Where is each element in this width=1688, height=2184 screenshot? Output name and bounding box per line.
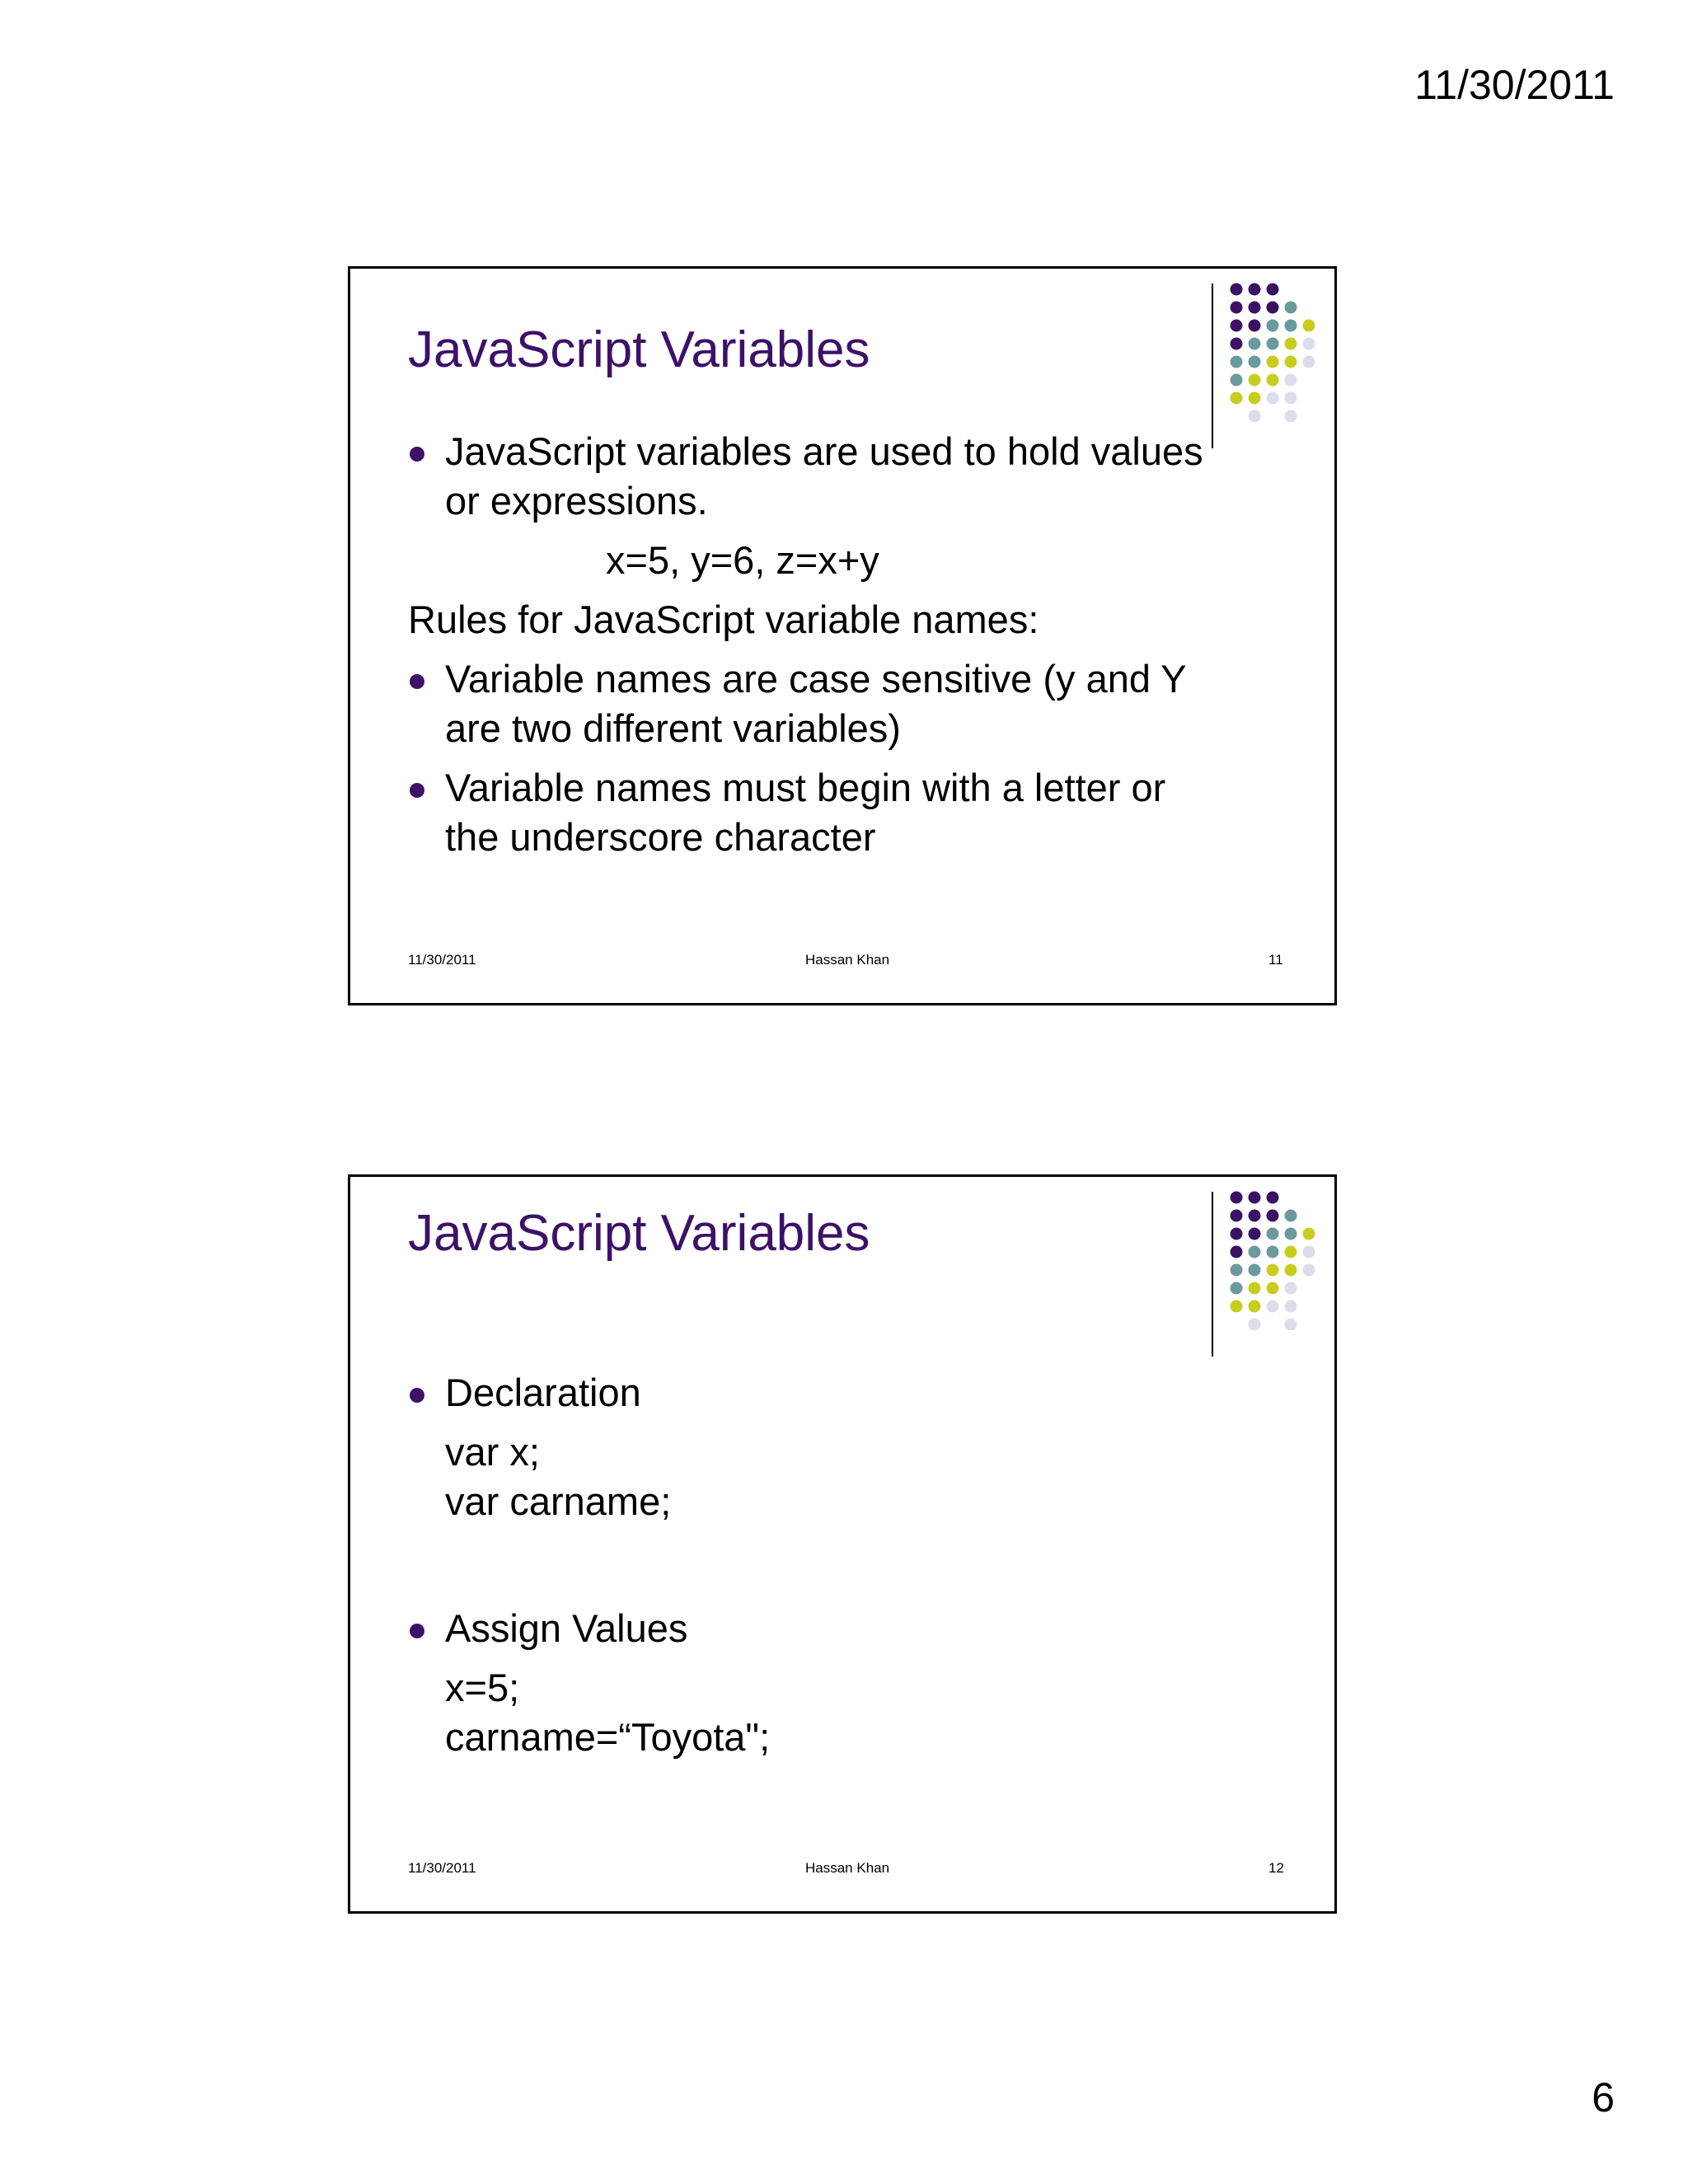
- slide-title: JavaScript Variables: [408, 1205, 870, 1262]
- decorative-dot: [1285, 1264, 1297, 1277]
- decorative-dot-grid: [1229, 282, 1320, 422]
- bullet-text: Assign Values: [445, 1606, 688, 1650]
- bullet-text: are two different variables): [445, 706, 901, 750]
- decorative-dot: [1285, 320, 1297, 332]
- decorative-dot: [1267, 1228, 1279, 1240]
- decorative-dot: [1303, 320, 1315, 332]
- decorative-dot: [1231, 1192, 1243, 1204]
- decorative-dot: [1249, 338, 1261, 350]
- bullet-item: [408, 1368, 1277, 1418]
- decorative-dot: [1231, 1282, 1243, 1295]
- bullet-text: the underscore character: [445, 815, 876, 859]
- decorative-dot: [1285, 1210, 1297, 1222]
- bullet-text: Variable names are case sensitive (y and Y: [445, 657, 1187, 701]
- bullet-dot-icon: [410, 447, 424, 462]
- footer-date: 11/30/2011: [408, 1860, 476, 1876]
- decorative-dot: [1285, 410, 1297, 423]
- decorative-dot-grid: [1229, 1190, 1320, 1330]
- slide-number: 11: [1268, 952, 1283, 968]
- bullet-text: Variable names must begin with a letter or: [445, 766, 1166, 809]
- decorative-dot: [1285, 1282, 1297, 1295]
- bullet-item: [408, 654, 1277, 753]
- decorative-dot: [1267, 320, 1279, 332]
- decorative-dot: [1231, 1301, 1243, 1313]
- decorative-dot: [1231, 320, 1243, 332]
- decorative-dot: [1231, 392, 1243, 405]
- decorative-dot: [1285, 374, 1297, 387]
- decorative-dot: [1267, 302, 1279, 314]
- slide-title: JavaScript Variables: [408, 321, 870, 378]
- decorative-dot: [1267, 1246, 1279, 1258]
- decorative-dot: [1249, 1319, 1261, 1331]
- rules-heading: Rules for JavaScript variable names:: [408, 598, 1039, 641]
- slide-11: [348, 266, 1337, 1005]
- decorative-dot: [1249, 302, 1261, 314]
- dot-grid-svg: [1229, 282, 1320, 422]
- bullet-text: Declaration: [445, 1371, 641, 1414]
- dot-grid-svg: [1229, 1190, 1320, 1330]
- decorative-dot: [1303, 338, 1315, 350]
- bullet-item: [408, 427, 1277, 526]
- decorative-dot: [1249, 320, 1261, 332]
- slide-12: [348, 1174, 1337, 1914]
- decorative-dot: [1267, 356, 1279, 368]
- decorative-dot: [1249, 1282, 1261, 1295]
- decorative-dot: [1231, 338, 1243, 350]
- bullet-text: JavaScript variables are used to hold values: [445, 429, 1203, 473]
- decorative-dot: [1231, 1228, 1243, 1240]
- slide-body: [408, 1368, 1277, 1762]
- decorative-dot: [1267, 1210, 1279, 1222]
- decorative-dot: [1249, 1264, 1261, 1277]
- decorative-dot: [1267, 284, 1279, 296]
- footer-date: 11/30/2011: [408, 952, 476, 968]
- decorative-dot: [1285, 302, 1297, 314]
- decorative-dot: [1267, 338, 1279, 350]
- decorative-dot: [1267, 1282, 1279, 1295]
- decorative-dot: [1303, 1228, 1315, 1240]
- title-divider-line: [1212, 1192, 1213, 1357]
- decorative-dot: [1267, 374, 1279, 387]
- decorative-dot: [1231, 1210, 1243, 1222]
- decorative-dot: [1231, 302, 1243, 314]
- decorative-dot: [1303, 356, 1315, 368]
- bullet-dot-icon: [410, 1624, 424, 1638]
- decorative-dot: [1285, 1246, 1297, 1258]
- decorative-dot: [1267, 1264, 1279, 1277]
- decorative-dot: [1249, 284, 1261, 296]
- decorative-dot: [1285, 356, 1297, 368]
- bullet-dot-icon: [410, 674, 424, 689]
- bullet-dot-icon: [410, 1388, 424, 1403]
- code-line: var x;: [445, 1430, 540, 1474]
- decorative-dot: [1249, 410, 1261, 423]
- decorative-dot: [1285, 338, 1297, 350]
- code-line: var carname;: [445, 1479, 672, 1523]
- decorative-dot: [1267, 1301, 1279, 1313]
- footer-author: Hassan Khan: [805, 1860, 890, 1876]
- decorative-dot: [1285, 1301, 1297, 1313]
- decorative-dot: [1303, 1264, 1315, 1277]
- decorative-dot: [1249, 392, 1261, 405]
- decorative-dot: [1267, 1192, 1279, 1204]
- slide-body: [408, 427, 1277, 862]
- decorative-dot: [1231, 356, 1243, 368]
- code-line: carname=“Toyota";: [445, 1715, 771, 1759]
- decorative-dot: [1231, 284, 1243, 296]
- decorative-dot: [1231, 1246, 1243, 1258]
- decorative-dot: [1285, 1319, 1297, 1331]
- page-date: 11/30/2011: [1414, 62, 1615, 108]
- slide-number: 12: [1268, 1860, 1284, 1876]
- decorative-dot: [1285, 1228, 1297, 1240]
- decorative-dot: [1249, 356, 1261, 368]
- decorative-dot: [1249, 1210, 1261, 1222]
- decorative-dot: [1285, 392, 1297, 405]
- decorative-dot: [1231, 1264, 1243, 1277]
- bullet-item: [408, 1604, 1277, 1653]
- bullet-item: [408, 763, 1277, 862]
- decorative-dot: [1267, 392, 1279, 405]
- decorative-dot: [1249, 1228, 1261, 1240]
- decorative-dot: [1303, 1246, 1315, 1258]
- decorative-dot: [1231, 374, 1243, 387]
- decorative-dot: [1249, 1246, 1261, 1258]
- page-number: 6: [1592, 2074, 1615, 2121]
- decorative-dot: [1249, 374, 1261, 387]
- title-divider-line: [1212, 284, 1213, 448]
- code-line: x=5;: [445, 1666, 520, 1709]
- decorative-dot: [1249, 1192, 1261, 1204]
- footer-author: Hassan Khan: [805, 952, 890, 968]
- decorative-dot: [1249, 1301, 1261, 1313]
- example-expression: x=5, y=6, z=x+y: [606, 538, 879, 582]
- bullet-dot-icon: [410, 783, 424, 798]
- bullet-text: or expressions.: [445, 479, 708, 523]
